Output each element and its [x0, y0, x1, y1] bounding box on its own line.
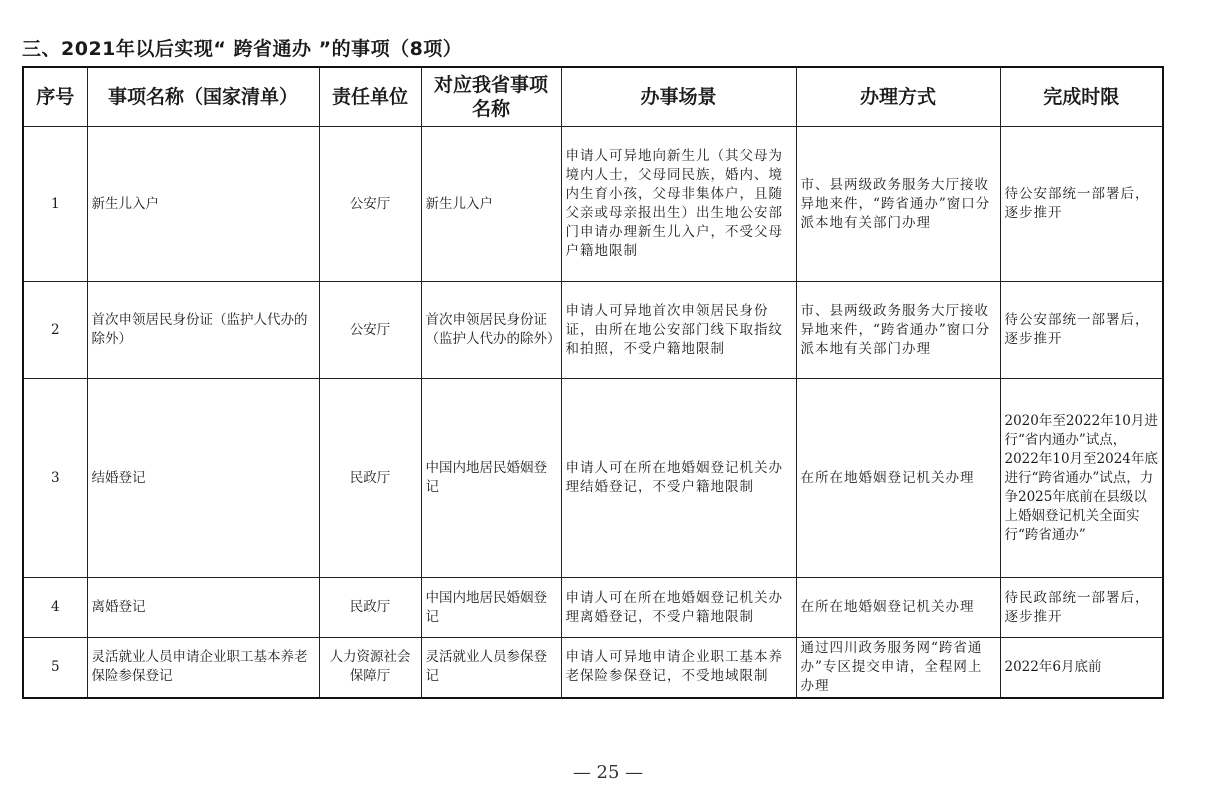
cell-name: 首次申领居民身份证（监护人代办的除外）: [87, 282, 319, 379]
cell-unit: 公安厅: [319, 282, 421, 379]
cell-scenario: 申请人可在所在地婚姻登记机关办理离婚登记，不受户籍地限制: [561, 578, 796, 638]
cell-local-name: 中国内地居民婚姻登记: [421, 578, 561, 638]
header-method: 办理方式: [796, 67, 1000, 127]
header-num: 序号: [23, 67, 87, 127]
cell-name: 结婚登记: [87, 379, 319, 578]
cell-method: 通过四川政务服务网“跨省通办”专区提交申请，全程网上办理: [796, 638, 1000, 698]
cell-method: 在所在地婚姻登记机关办理: [796, 578, 1000, 638]
cell-local-name: 中国内地居民婚姻登记: [421, 379, 561, 578]
cell-scenario: 申请人可异地首次申领居民身份证，由所在地公安部门线下取指纹和拍照，不受户籍地限制: [561, 282, 796, 379]
header-deadline: 完成时限: [1000, 67, 1163, 127]
header-scenario: 办事场景: [561, 67, 796, 127]
cell-unit: 人力资源社会保障厅: [319, 638, 421, 698]
cell-deadline: 待公安部统一部署后，逐步推开: [1000, 282, 1163, 379]
section-heading: 三、2021年以后实现“ 跨省通办 ”的事项（8项）: [22, 38, 463, 60]
table-header-row: [23, 67, 1163, 127]
cell-deadline: 2020年至2022年10月进行“省内通办”试点，2022年10月至2024年底进行“跨省通办”试点，力争2025年底前在县级以上婚姻登记机关全面实行“跨省通办”: [1000, 379, 1163, 578]
header-name: 事项名称（国家清单）: [87, 67, 319, 127]
cell-unit: 民政厅: [319, 578, 421, 638]
cell-local-name: 灵活就业人员参保登记: [421, 638, 561, 698]
cell-scenario: 申请人可在所在地婚姻登记机关办理结婚登记，不受户籍地限制: [561, 379, 796, 578]
cell-name: 离婚登记: [87, 578, 319, 638]
cell-deadline: 2022年6月底前: [1000, 638, 1163, 698]
cell-deadline: 待民政部统一部署后，逐步推开: [1000, 578, 1163, 638]
table-row: [23, 127, 1163, 282]
cell-method: 在所在地婚姻登记机关办理: [796, 379, 1000, 578]
header-local-name: 对应我省事项名称: [421, 67, 561, 127]
cell-scenario: 申请人可异地申请企业职工基本养老保险参保登记，不受地域限制: [561, 638, 796, 698]
page-number: — 25 —: [572, 762, 644, 783]
cell-name: 新生儿入户: [87, 127, 319, 282]
matters-table: [22, 66, 1164, 699]
cell-method: 市、县两级政务服务大厅接收异地来件，“跨省通办”窗口分派本地有关部门办理: [796, 282, 1000, 379]
cell-method: 市、县两级政务服务大厅接收异地来件，“跨省通办”窗口分派本地有关部门办理: [796, 127, 1000, 282]
cell-num: 1: [23, 127, 87, 282]
cell-num: 4: [23, 578, 87, 638]
table-row: [23, 282, 1163, 379]
cell-deadline: 待公安部统一部署后，逐步推开: [1000, 127, 1163, 282]
cell-local-name: 首次申领居民身份证（监护人代办的除外）: [421, 282, 561, 379]
cell-num: 3: [23, 379, 87, 578]
cell-name: 灵活就业人员申请企业职工基本养老保险参保登记: [87, 638, 319, 698]
header-unit: 责任单位: [319, 67, 421, 127]
cell-num: 5: [23, 638, 87, 698]
table-row: [23, 379, 1163, 578]
table-row: [23, 638, 1163, 698]
cell-num: 2: [23, 282, 87, 379]
cell-local-name: 新生儿入户: [421, 127, 561, 282]
cell-scenario: 申请人可异地向新生儿（其父母为境内人士，父母同民族，婚内、境内生育小孩，父母非集体户，且随父亲或母亲报出生）出生地公安部门申请办理新生儿入户，不受父母户籍地限制: [561, 127, 796, 282]
cell-unit: 公安厅: [319, 127, 421, 282]
table-row: [23, 578, 1163, 638]
cell-unit: 民政厅: [319, 379, 421, 578]
